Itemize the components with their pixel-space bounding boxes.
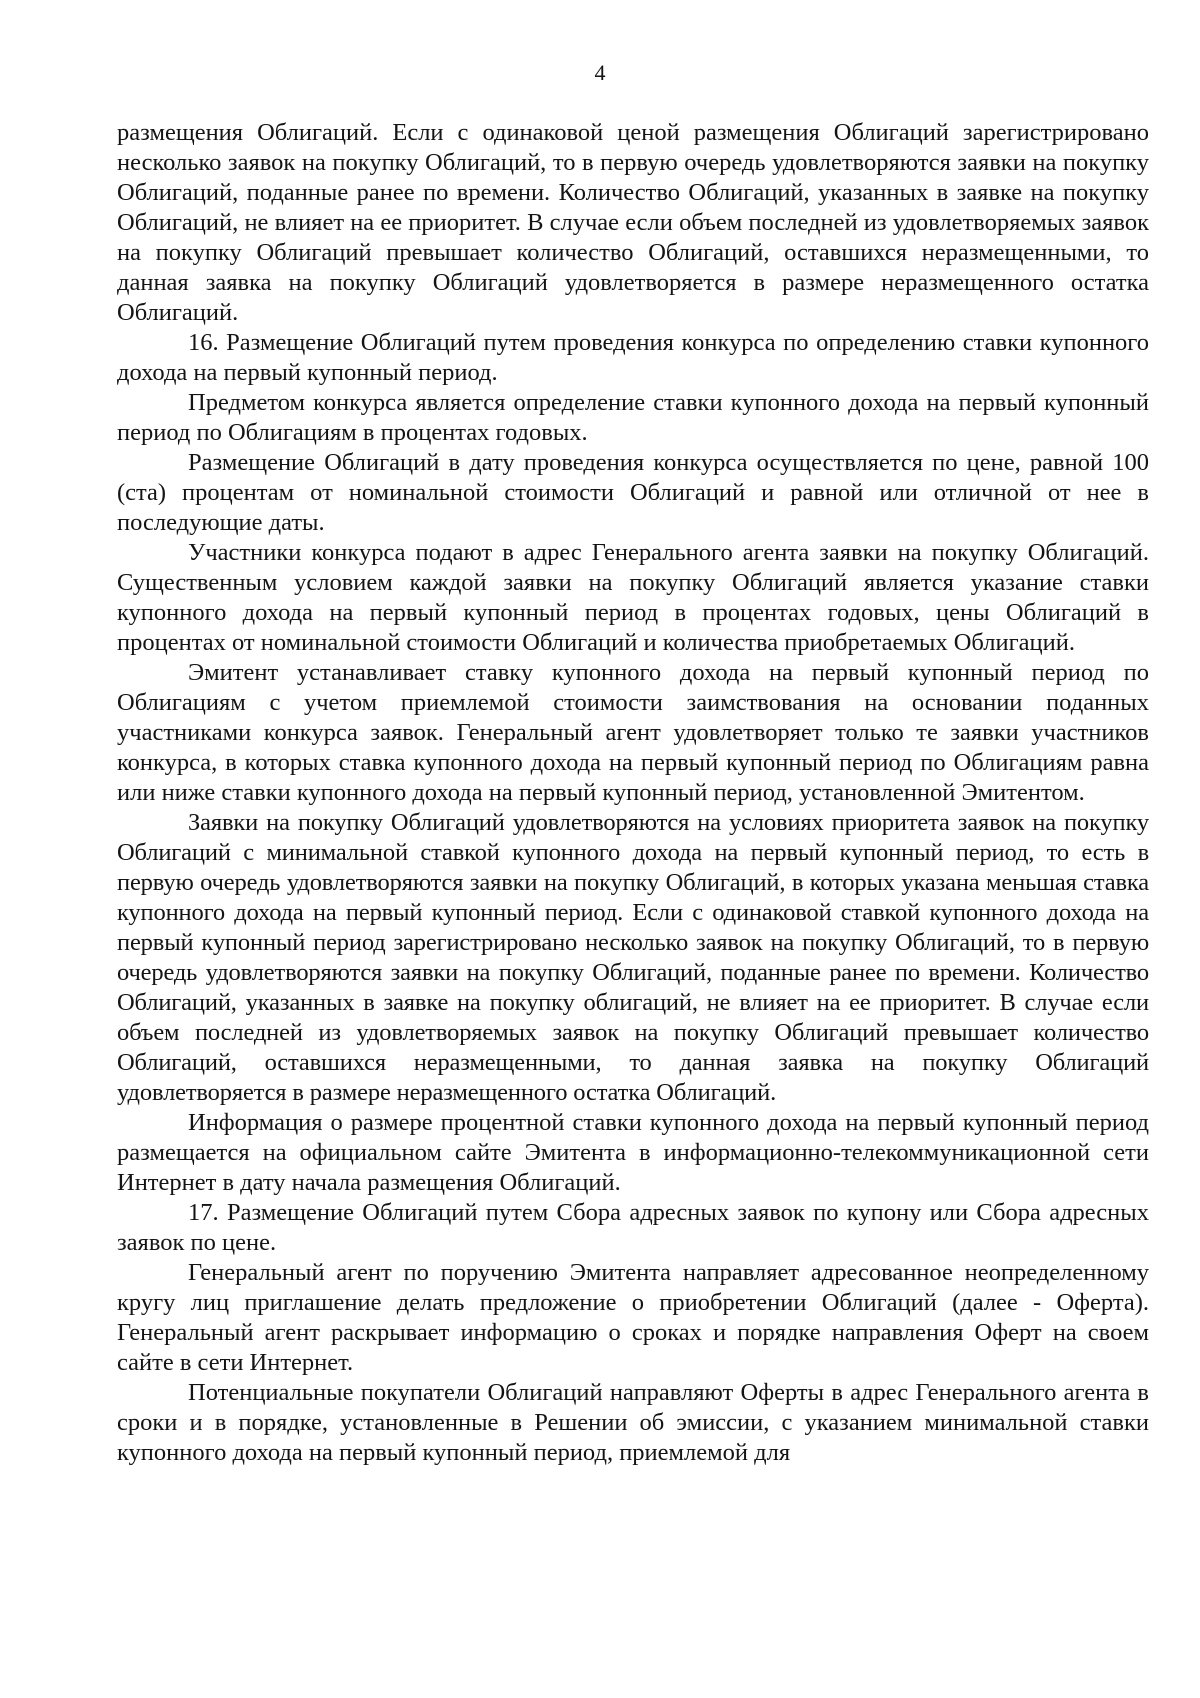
paragraph-placement-price: Размещение Облигаций в дату проведения конкурса осуществляется по цене, равной 100 (ста) процентам от номинальной стоимости Облигаций и равной или отличной от нее в последующие даты. <box>117 449 1149 536</box>
paragraph-general-agent-invitation: Генеральный агент по поручению Эмитента направляет адресованное неопределенному кругу лиц приглашение делать предложение о приобретении Облигаций (далее - Оферта). Генеральный агент раскрывает информацию о сроках и порядке направления Оферт на своем сайте в сети Интернет. <box>117 1259 1149 1376</box>
paragraph-contest-subject: Предметом конкурса является определение ставки купонного дохода на первый купонный период по Облигациям в процентах годовых. <box>117 389 1149 446</box>
section-16-heading: 16. Размещение Облигаций путем проведения конкурса по определению ставки купонного дохода на первый купонный период. <box>117 329 1149 386</box>
section-17-heading: 17. Размещение Облигаций путем Сбора адресных заявок по купону или Сбора адресных заявок по цене. <box>117 1199 1149 1256</box>
paragraph-rate-information: Информация о размере процентной ставки купонного дохода на первый купонный период размещается на официальном сайте Эмитента в информационно-телекоммуникационной сети Интернет в дату начала размещения Облигаций. <box>117 1109 1149 1196</box>
paragraph-order-priority: Заявки на покупку Облигаций удовлетворяются на условиях приоритета заявок на покупку Облигаций с минимальной ставкой купонного дохода на первый купонный период, то есть в первую очередь удовлетворяются заявки на покупку Облигаций, в которых указана меньшая ставка купонного дохода на первый купонный период. Если с одинаковой ставкой купонного дохода на первый купонный период зарегистрировано несколько заявок на покупку Облигаций, то в первую очередь удовлетворяются заявки на покупку Облигаций, поданные ранее по времени. Количество Облигаций, указанных в заявке на покупку облигаций, не влияет на ее приоритет. В случае если объем последней из удовлетворяемых заявок на покупку Облигаций превышает количество Облигаций, оставшихся неразмещенными, то данная заявка на покупку Облигаций удовлетворяется в размере неразмещенного остатка Облигаций. <box>117 809 1149 1106</box>
paragraph-contest-participants: Участники конкурса подают в адрес Генерального агента заявки на покупку Облигаций. Существенным условием каждой заявки на покупку Облигаций является указание ставки купонного дохода на первый купонный период в процентах годовых, цены Облигаций в процентах от номинальной стоимости Облигаций и количества приобретаемых Облигаций. <box>117 539 1149 656</box>
paragraph-potential-buyers: Потенциальные покупатели Облигаций направляют Оферты в адрес Генерального агента в сроки и в порядке, установленные в Решении об эмиссии, с указанием минимальной ставки купонного дохода на первый купонный период, приемлемой для <box>117 1379 1149 1466</box>
document-body <box>117 118 1149 1468</box>
page-number: 4 <box>594 60 606 85</box>
paragraph-continuation: размещения Облигаций. Если с одинаковой ценой размещения Облигаций зарегистрировано несколько заявок на покупку Облигаций, то в первую очередь удовлетворяются заявки на покупку Облигаций, поданные ранее по времени. Количество Облигаций, указанных в заявке на покупку Облигаций, не влияет на ее приоритет. В случае если объем последней из удовлетворяемых заявок на покупку Облигаций превышает количество Облигаций, оставшихся неразмещенными, то данная заявка на покупку Облигаций удовлетворяется в размере неразмещенного остатка Облигаций. <box>117 119 1149 326</box>
paragraph-issuer-rate: Эмитент устанавливает ставку купонного дохода на первый купонный период по Облигациям с учетом приемлемой стоимости заимствования на основании поданных участниками конкурса заявок. Генеральный агент удовлетворяет только те заявки участников конкурса, в которых ставка купонного дохода на первый купонный период по Облигациям равна или ниже ставки купонного дохода на первый купонный период, установленной Эмитентом. <box>117 659 1149 806</box>
